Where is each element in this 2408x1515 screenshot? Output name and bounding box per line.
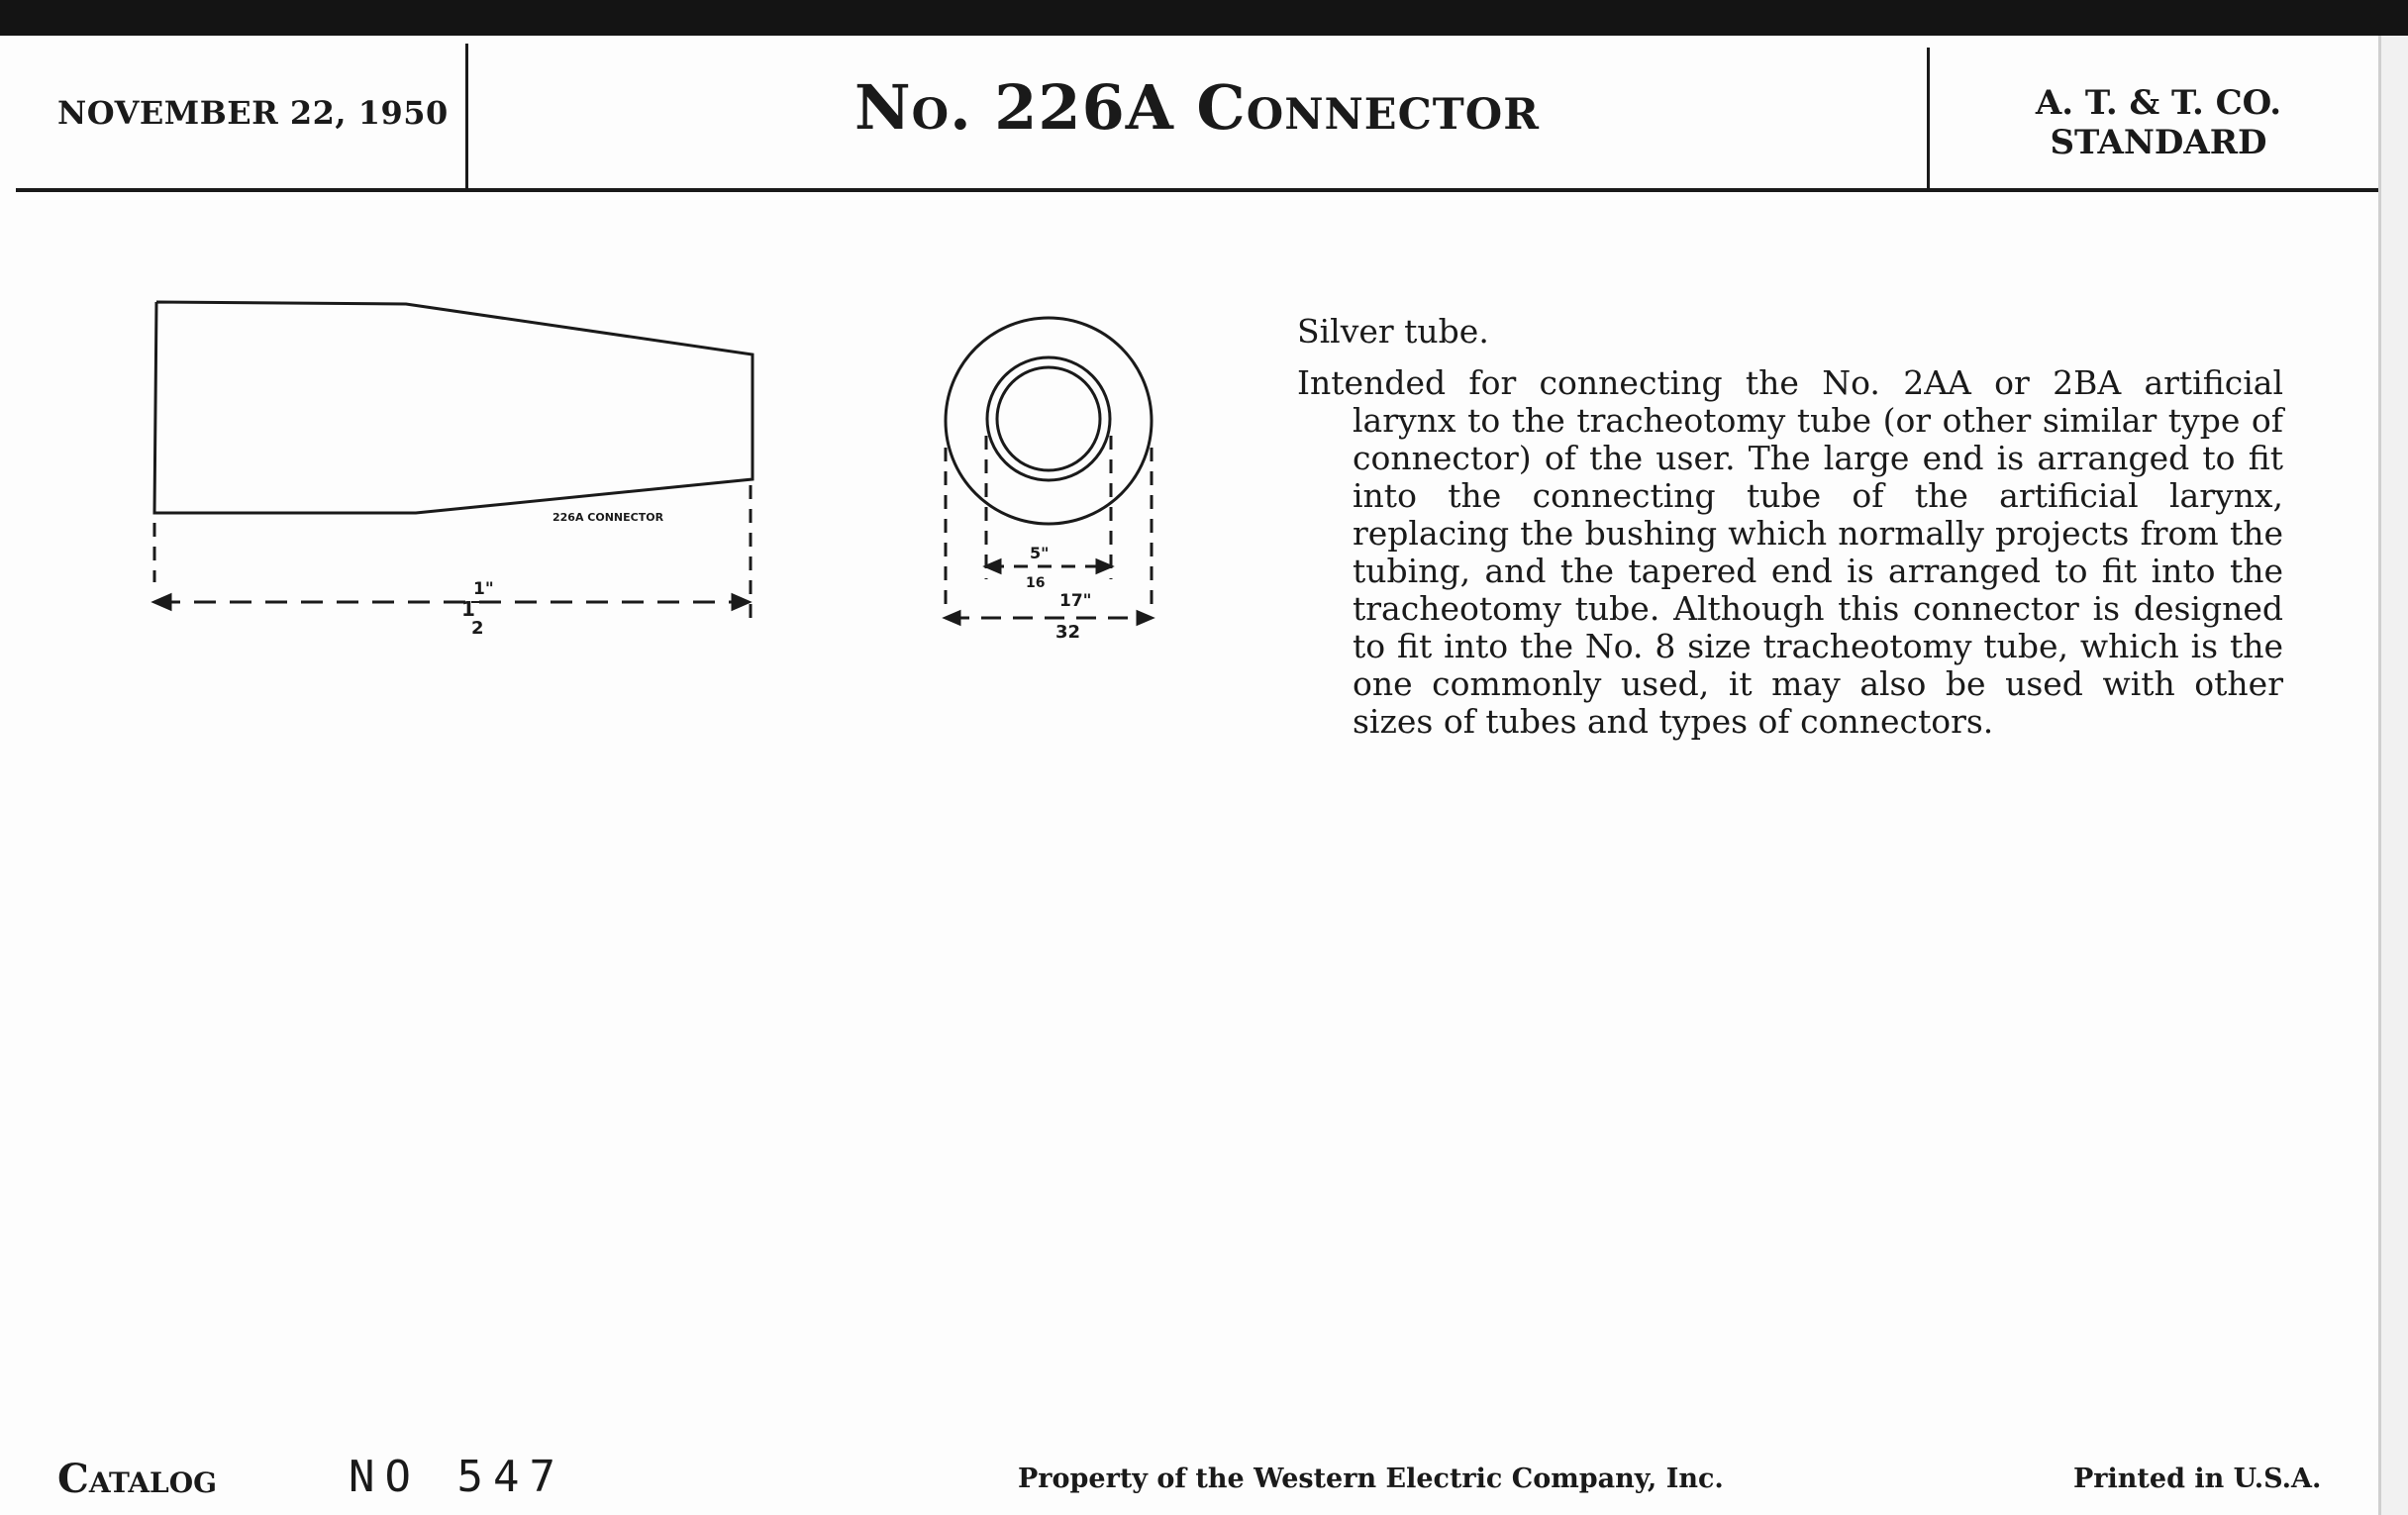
material-line: Silver tube. (1297, 312, 1489, 351)
side-view-drawing (154, 302, 752, 620)
inner-diameter-numerator: 5" (1030, 544, 1050, 562)
outer-diameter-denominator: 32 (1055, 622, 1081, 643)
standard-line-1: A. T. & T. CO. (2035, 83, 2282, 123)
property-notice: Property of the Western Electric Company, Inc. (1018, 1464, 1724, 1494)
catalog-number: NO 547 (349, 1452, 565, 1502)
catalog-label: Catalog (57, 1456, 218, 1502)
printed-notice: Printed in U.S.A. (2073, 1464, 2322, 1494)
page-title: No. 226A Connector (853, 71, 1540, 144)
connector-outline (154, 302, 752, 513)
end-view-drawing (946, 318, 1152, 624)
outer-diameter-numerator: 17" (1059, 591, 1092, 611)
inner-ring-inner (997, 367, 1100, 470)
issue-date: NOVEMBER 22, 1950 (57, 94, 449, 132)
outer-ring (946, 318, 1152, 524)
arrow-left (154, 595, 170, 609)
length-numerator: 1" (473, 579, 494, 599)
side-view-label: 226A CONNECTOR (552, 511, 664, 524)
length-whole: 1 (461, 597, 475, 621)
standard-line-2: STANDARD (2050, 123, 2267, 162)
description-body: Intended for connecting the No. 2AA or 2BA artificial larynx to the tracheotomy tube (or other similar type of connector) of the user. The large end is arranged to fit into the connecting tube of the artificial larynx, replacing the bushing which normally projects from the tubing, and the tapered end is arranged to fit into the tracheotomy tube. Although this connector is designed to fit into the No. 8 size tracheotomy tube, which is the one commonly used, it may also be used with other sizes of tubes and types of connectors. (1297, 363, 2283, 741)
inner-ring-outer (987, 357, 1110, 480)
description (1297, 313, 2283, 741)
length-denominator: 2 (471, 618, 484, 639)
arrow-right (733, 595, 749, 609)
inner-diameter-denominator: 16 (1026, 575, 1046, 591)
